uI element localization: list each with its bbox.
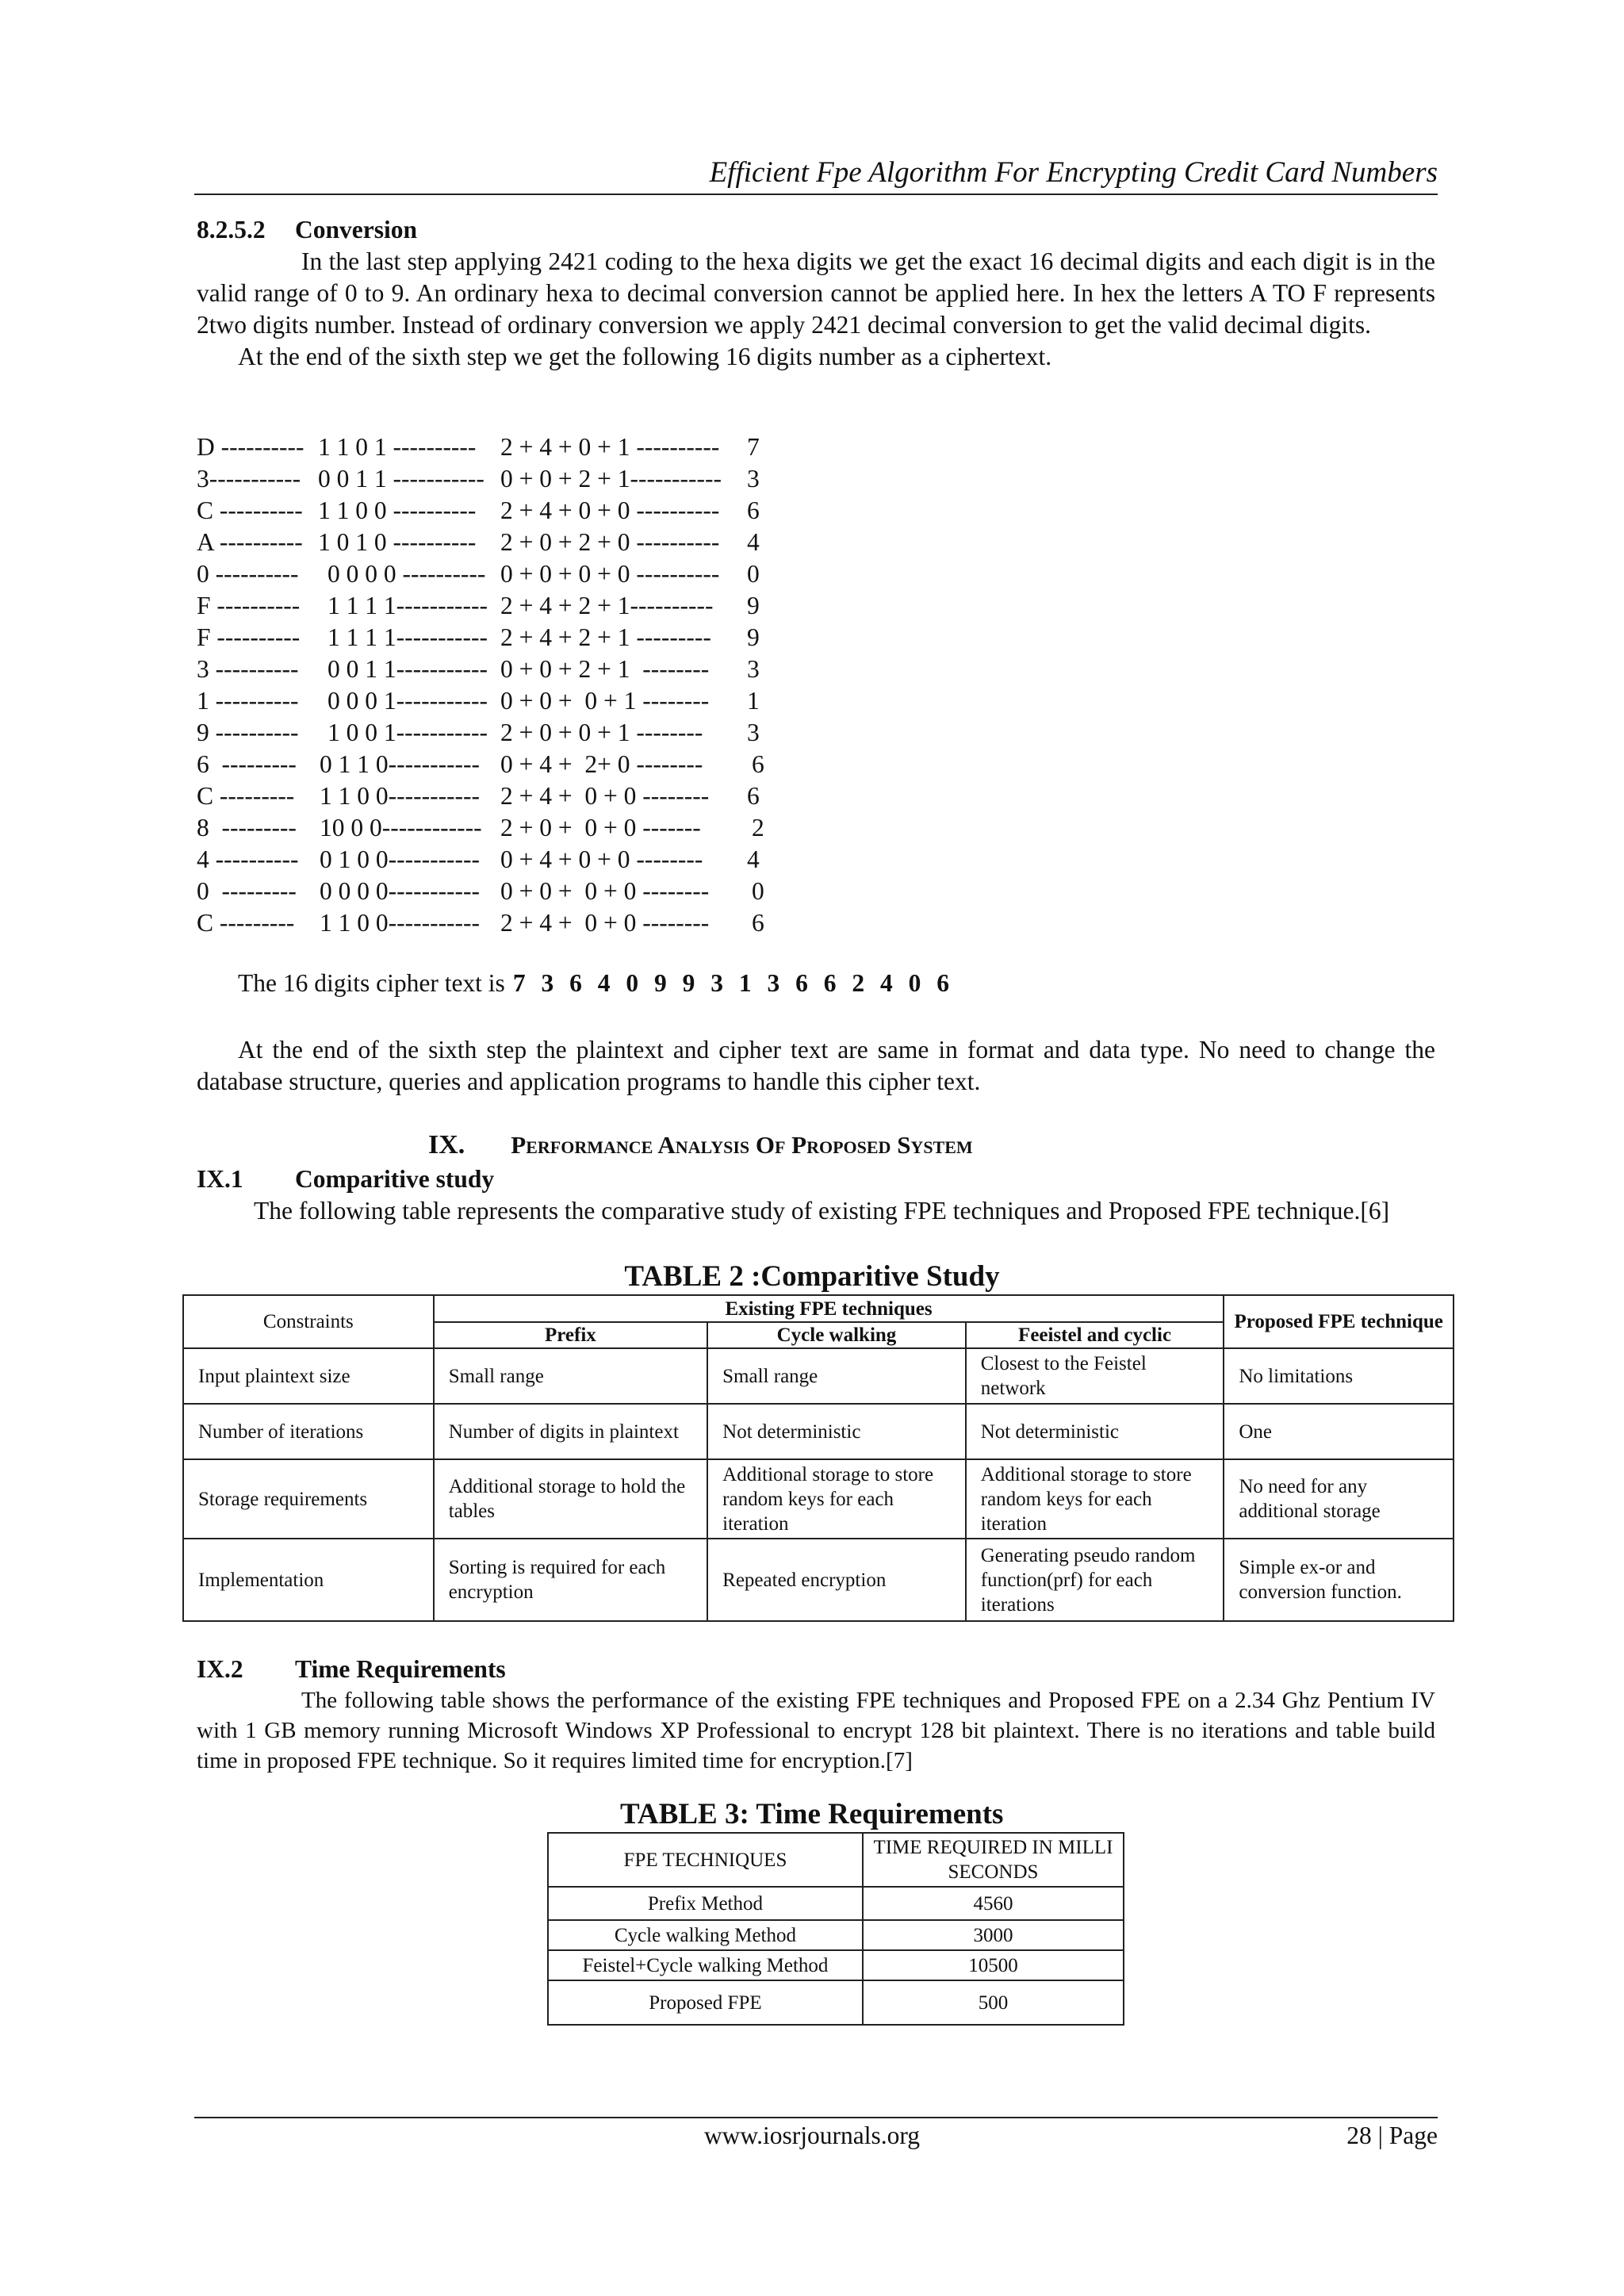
table-row: Storage requirements Additional storage to hold the tables Additional storage to store random keys for each iteration Additional storage to store random keys for each iteration No need for any additional storage	[183, 1459, 1454, 1539]
header-rule	[194, 194, 1438, 195]
table-row: Implementation Sorting is required for each encryption Repeated encryption Generating pseudo random function(prf) for each iterations Simple ex-or and conversion function.	[183, 1539, 1454, 1621]
table3-header-time: TIME REQUIRED IN MILLI SECONDS	[863, 1833, 1124, 1887]
ix1-title: Comparitive study	[295, 1165, 495, 1193]
conversion-paragraph: In the last step applying 2421 coding to the hexa digits we get the exact 16 decimal digits and each digit is in the valid range of 0 to 9. An ordinary hexa to decimal conversion cannot be applied here. In hex the letters A TO F represents 2two digits number. Instead of ordinary conversion we apply 2421 decimal conversion to get the valid decimal digits.	[197, 247, 1435, 339]
table-row: Feistel+Cycle walking Method 10500	[548, 1950, 1124, 1980]
ix2-heading	[197, 1654, 1435, 1685]
section-8252	[197, 214, 1435, 373]
table2-title: TABLE 2 :Comparitive Study	[624, 1260, 1000, 1293]
section-ix-heading	[428, 1130, 973, 1160]
section-ix-title: Performance Analysis Of Proposed System	[511, 1131, 973, 1159]
table2-header-constraints: Constraints	[183, 1295, 434, 1348]
table-row: Cycle walking Method 3000	[548, 1920, 1124, 1950]
ix2-title: Time Requirements	[295, 1655, 506, 1683]
running-head: Efficient Fpe Algorithm For Encrypting Credit Card Numbers	[709, 156, 1438, 189]
section-ix-number: IX.	[428, 1130, 465, 1159]
table-row: Input plaintext size Small range Small range Closest to the Feistel network No limitations	[183, 1348, 1454, 1404]
section-title: Conversion	[295, 216, 418, 243]
cipher-value: 7 3 6 4 0 9 9 3 1 3 6 6 2 4 0 6	[512, 969, 951, 997]
table3-header-technique: FPE TECHNIQUES	[548, 1833, 863, 1887]
table3-title: TABLE 3: Time Requirements	[620, 1798, 1004, 1830]
table-comparative-study	[182, 1294, 1454, 1622]
footer-rule	[194, 2117, 1438, 2118]
table-row: Prefix Method 4560	[548, 1887, 1124, 1920]
table2-header-existing: Existing FPE techniques	[434, 1295, 1224, 1322]
table-row: Number of iterations Number of digits in plaintext Not deterministic Not deterministic One	[183, 1404, 1454, 1459]
page-number: 28 | Page	[1346, 2122, 1438, 2149]
table2-subheader-feistel: Feeistel and cyclic	[966, 1322, 1224, 1348]
ciphertext-intro: At the end of the sixth step we get the following 16 digits number as a ciphertext.	[238, 343, 1052, 370]
table2-header-proposed: Proposed FPE technique	[1224, 1295, 1454, 1348]
ix1-paragraph: The following table represents the comparative study of existing FPE techniques and Proposed FPE technique.[6]	[254, 1197, 1390, 1225]
section-8252-heading	[197, 214, 1435, 246]
ix2-number: IX.2	[197, 1655, 243, 1683]
end-paragraph: At the end of the sixth step the plaintext and cipher text are same in format and data type. No need to change the database structure, queries and application programs to handle this cipher text.	[197, 1036, 1435, 1095]
table2-subheader-prefix: Prefix	[434, 1322, 707, 1348]
table-time-requirements	[547, 1832, 1124, 2026]
cipher-label: The 16 digits cipher text is	[238, 969, 505, 997]
footer-url: www.iosrjournals.org	[703, 2122, 921, 2149]
table2-subheader-cycle: Cycle walking	[707, 1322, 966, 1348]
section-ix1	[197, 1163, 1435, 1227]
ix1-heading	[197, 1163, 1435, 1195]
cipher-text-line	[238, 969, 951, 998]
section-ix2	[197, 1654, 1435, 1776]
ix2-paragraph: The following table shows the performance of the existing FPE techniques and Proposed FPE on a 2.34 Ghz Pentium IV with 1 GB memory running Microsoft Windows XP Professional to encrypt 128 bit plaintext. There is no iterations and table build time in proposed FPE technique. So it requires limited time for encryption.[7]	[197, 1688, 1435, 1773]
ix1-number: IX.1	[197, 1165, 243, 1193]
table-row: Proposed FPE 500	[548, 1980, 1124, 2025]
section-number: 8.2.5.2	[197, 216, 266, 243]
